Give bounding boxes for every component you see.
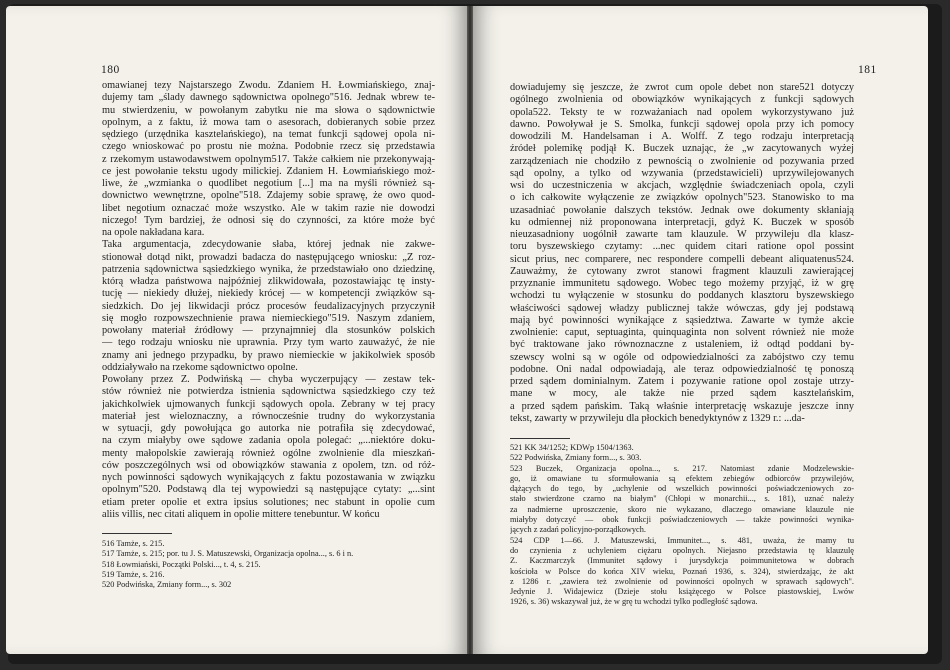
text-line: libet negotium oznaczać może wszystko. Ale w takim razie nie dowodzi [102, 202, 435, 214]
text-line: przyznanie immunitetu sądowego. Wobec tego możemy przyjąć, iż w grę [510, 278, 854, 289]
text-line: o ich całkowite wyłączenie ze związków opolnych"523. Stanowisko to ma [510, 192, 854, 204]
text-line: ogólnego zwolnienia od obowiązków wynikających z funkcji sądowych [510, 94, 854, 106]
text-line: etiam preter opolie et extra ipsius solutiones; nec stabunt in opolie cum [102, 496, 435, 508]
text-line: wchodzi tu wyłączenie w stosunku do poddanych klasztoru byszewskiego [510, 290, 854, 302]
text-line: opola522. Teksty te w rozważaniach nad opolem wykorzystywano już [510, 106, 854, 118]
text-line: aliis villis, nec citati aliquem in opolie mittere tenebuntur. W końcu [102, 508, 380, 520]
footnote-line: kościoła w Polsce do końca XIV wieku, Poznań 1936, s. 324), stwierdzając, że akt [510, 566, 854, 576]
footnote-line: 522 Podwińska, Zmiany form..., s. 303. [510, 453, 642, 463]
page-number-right: 181 [858, 64, 877, 76]
text-line: Powołany przez Z. Podwińską — chyba wyczerpujący — zestaw tek- [102, 374, 435, 385]
text-line: niczego! Tym bardziej, że odnosi się do czynności, za które może być [102, 214, 435, 226]
text-line: materiał jest wieloznaczny, a równocześnie trudny do wykorzystania [102, 410, 435, 422]
footnote-line: za nadmierne uproszczenie, skoro nie wykazano, dlaczego omawiane klauzule nie [510, 504, 854, 514]
text-line: Zauważmy, że cytowany zwrot stanowi fragment klauzuli zawierającej [510, 265, 854, 277]
text-line: w sytuacji, gdy powołująca go autorka nie potrafiła się zdecydować, [102, 423, 435, 434]
footnote-line: go, iż omawiane tu sformułowania są efektem zebiegów odbiorców przywilejów, [510, 473, 854, 483]
text-line: toru byszewskiego czytamy: ...nec quidem citari ratione opol possint [510, 241, 854, 253]
text-line: z rzekomym ustawodawstwem opolnym517. Także całkiem nie przekonywają- [102, 153, 435, 165]
footnote-line: 521 KK 34/1252; KDWp 1504/1363. [510, 443, 634, 452]
text-line: nych powinności sądowych wynikających z faktu pozostawania w związku [102, 472, 435, 483]
text-line: powołany materiał źródłowy — przynajmniej dla stosunków polskich [102, 325, 435, 336]
footnote-rule-right [510, 438, 570, 439]
text-line: Taka argumentacja, zdecydowanie słaba, której jednak nie zakwe- [102, 239, 435, 251]
text-line: dawno. Powoływał je S. Smolka, funkcji sądowej opola przy ich pomocy [510, 118, 854, 130]
text-line: siedzkich. Do jej likwidacji prócz procesów feudalizacyjnych przyczynił [102, 300, 435, 312]
text-line: jakichkolwiek ujmowanych funkcji sądowych opola. Zebrany w tej pracy [102, 398, 435, 410]
text-line: ców poszczególnych wsi od obowiązków stawania z opolem, tzn. od róż- [102, 459, 435, 471]
footnote-line: z 1286 r. „zawiera też zwolnienie od powinności opolnych w sprawach sądowych". [510, 576, 854, 586]
footnote-line: miałyby dotyczyć — obok funkcji poświadczeniowych — także powinności wynika- [510, 515, 854, 525]
right-footnotes [510, 443, 854, 608]
footnote-line: 523 Buczek, Organizacja opolna..., s. 217. Natomiast zdanie Modzelewskie- [510, 463, 854, 473]
footnote-line: 516 Tamże, s. 215. [102, 539, 165, 548]
text-line: być traktowane jako równoznaczne z ustaleniem, iż odtąd poddani by- [510, 339, 854, 351]
text-line: właściwości sądowej władzy publicznej także wówczas, gdy jej podstawą [510, 302, 854, 314]
text-line: znamy ani jednego przypadku, by prawo niemieckie w jakikolwiek sposób [102, 349, 435, 361]
left-body-text [102, 80, 435, 521]
text-line: którą władza państwowa najpóźniej zlikwidowała, pozostawiając tę insty- [102, 276, 435, 287]
text-line: zarządzeniach nie chodziło z pewnością o zwolnienie od pozywania przed [510, 155, 854, 167]
text-line: stów również nie potwierdza istnienia sądownictwa sąsiedzkiego czy też [102, 386, 435, 398]
right-body-text [510, 82, 854, 425]
text-line: menty małopolskie zawierają również ogólne zwolnienie dla mieszkań- [102, 447, 435, 459]
text-line: ce jest powołanie tekstu ugody milickiej. Zdaniem H. Łowmiańskiego moż- [102, 165, 435, 177]
text-line: na opole nakładana kara. [102, 227, 205, 238]
footnote-line: 519 Tamże, s. 216. [102, 569, 165, 579]
text-line: stionował dotąd nikt, prowadzi badacza do następującego wniosku: „Z roz- [102, 251, 435, 263]
footnote-line: do czynienia z uchyleniem ciężaru opolnych. Niejasno przedstawia tę klauzulę [510, 545, 854, 555]
footnote-line: dążących do tego, by „uchylenie od wszelkich powinności poświadczeniowych zo- [510, 484, 854, 494]
text-line: ku odmiennej niż proponowana interpretacji, gdyż K. Buczek w sposób [510, 216, 854, 228]
text-line: opolnym"520. Podstawą dla tej wypowiedzi są następujące cytaty: „...sint [102, 484, 435, 496]
text-line: sąd opolny, a tylko od wzywania (przedstawicieli) uprzywilejowanych [510, 167, 854, 179]
text-line: omawianej tezy Najstarszego Zwodu. Zdaniem H. Łowmiańskiego, znaj- [102, 80, 435, 91]
text-line: oddziaływało na rzekome sądownictwo opolne. [102, 361, 298, 373]
footnote-line: 520 Podwińska, Zmiany form..., s. 302 [102, 580, 232, 590]
left-footnotes [102, 539, 435, 590]
text-line: dujemy tam „ślady dawnego sądownictwa opolnego"516. Jednak wbrew te- [102, 92, 435, 104]
text-line: wsi do uczestniczenia w akcjach, względnie świadczeniach opola, czyli [510, 180, 854, 191]
text-line: dowiadujemy się jeszcze, że zwrot cum opole debet non stare521 dotyczy [510, 82, 854, 93]
text-line: tucję — niekiedy dłużej, niekiedy krócej — w kompetencji związków są- [102, 288, 435, 300]
footnote-line: Jedynie J. Widajewicz (Dzieje stołu książęcego w Polsce piastowskiej, Lwów [510, 587, 854, 597]
text-line: sędziego (urzędnika kasztelańskiego), na temat funkcji sądowej opola ni- [102, 129, 435, 140]
text-line: — tego rodzaju wniosku nie uprawnia. Przy tym warto zauważyć, że nie [102, 337, 435, 349]
text-line: liwe, że „wzmianka o quodlibet negotium [...] ma na myśli również są- [102, 178, 435, 189]
text-line: uzasadniać powołanie dalszych tekstów. Jednak owe dokumenty skłaniają [510, 204, 854, 216]
footnote-line: Z. Kaczmarczyk (Immunitet sądowy i jurysdykcja poimmunitetowa w dobrach [510, 556, 854, 566]
text-line: szewscy wolni są w ogóle od odpowiedzialności za zabójstwo czy temu [510, 351, 854, 363]
text-line: źródeł polemikę podjął K. Buczek uznając, że „w zacytowanych wyżej [510, 143, 854, 155]
text-line: zwolnienie: caput, septuaginta, quinquaginta non solvent również nie może [510, 327, 854, 338]
text-line: patrzenia sądownictwa sąsiedzkiego wynika, że przedstawiało ono dziedzinę, [102, 263, 435, 275]
footnote-line: 517 Tamże, s. 215; por. tu J. S. Matuszewski, Organizacja opolna..., s. 6 i n. [102, 549, 354, 559]
text-line: mane w mocy, ale także nie przed sądem kasztelańskim, [510, 388, 854, 400]
text-line: tekst, zawarty w przywileju dla płockich benedyktynów z 1329 r.: ...da- [510, 412, 805, 424]
text-line: downictwo wewnętrzne, opolne"518. Zdajemy sobie sprawę, że owo quod- [102, 190, 435, 202]
text-line: sicut prius, nec comparere, nec respondere compelli debeant aliquatenus524. [510, 253, 854, 265]
text-line: czego wnioskować po prostu nie można. Podobnie rzecz się przedstawia [102, 141, 435, 153]
text-line: dowodzili M. Handelsaman i A. Wolff. Z tego rodzaju interpretacją [510, 131, 854, 142]
text-line: na czym miałyby owe sądowe zadania opola polegać: „...niektóre doku- [102, 435, 435, 447]
footnote-line: jących z zadań policyjno-porządkowych. [510, 525, 646, 535]
text-line: a przed sądem pańskim. Taką właśnie interpretację wskazuje jeszcze inny [510, 400, 854, 412]
footnote-line: 1926, s. 36) wskazywał już, że w grę tu wchodzi tylko podległość sądowa. [510, 597, 758, 607]
text-line: opolnym, a z faktu, iż mowa tam o asesorach, dobieranych sobie przez [102, 116, 435, 128]
footnote-rule-left [102, 533, 172, 534]
footnote-line: 518 Łowmiański, Początki Polski..., t. 4, s. 215. [102, 559, 261, 569]
text-line: przed sądem dominialnym. Zatem i pozywanie ratione opol zostaje utrzy- [510, 376, 854, 387]
text-line: mu stwierdzeniu, w powołanym zabytku nie ma słowa o sądownictwie [102, 104, 435, 116]
text-line: się mogło rozpowszechnienie prawa niemieckiego"519. Naszym zdaniem, [102, 312, 435, 324]
page-number-left: 180 [101, 64, 120, 76]
footnote-line: stało stwierdzone czarno na białym" (Chłopi w monarchii..., s. 181), uznać należy [510, 494, 854, 504]
footnote-line: 524 CDP 1—66. J. Matuszewski, Immunitet..., s. 481, uważa, że mamy tu [510, 535, 854, 545]
text-line: podobne. Oni nadal odpowiadają, ale teraz odpowiedzialność tę ponoszą [510, 363, 854, 375]
text-line: nieuzasadniony uogólnił zawarte tam klauzule. W przywileju dla klasz- [510, 229, 854, 240]
left-page [6, 6, 467, 654]
right-page [473, 6, 928, 654]
text-line: mają być powinności wynikające z sąsiedztwa. Zawarte w tymże akcie [510, 314, 854, 326]
